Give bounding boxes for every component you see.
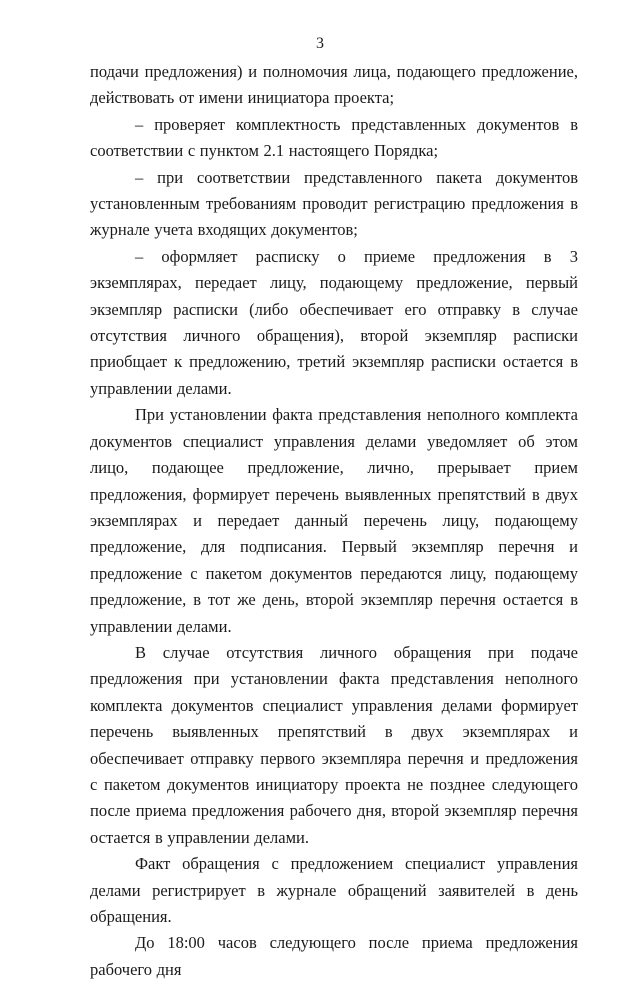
paragraph-appeal-registration: Факт обращения с предложением специалист управления делами регистрирует в журнале обращений заявителей в день обращения. bbox=[90, 854, 578, 926]
paragraph-check-completeness: – проверяет комплектность представленных документов в соответствии с пунктом 2.1 настоящего Порядка; bbox=[90, 114, 578, 161]
paragraph-registration: – при соответствии представленного пакета документов установленным требованиям проводит регистрацию предложения в журнале учета входящих документов; bbox=[90, 167, 578, 240]
paragraph-no-personal-appeal: В случае отсутствия личного обращения при подаче предложения при установлении факта представления неполного комплекта документов специалист управления делами формирует перечень выявленных препятствий в двух экземплярах и обеспечивает отправку первого экземпляра перечня и предложения с пакетом документов инициатору проекта не позднее следующего после приема предложения рабочего дня, второй экземпляр перечня остается в управлении делами. bbox=[90, 642, 578, 847]
paragraph-incomplete-set: При установлении факта представления неполного комплекта документов специалист управления делами уведомляет об этом лицо, подающее предложение, лично, прерывает прием предложения, формирует перечень выявленных препятствий в двух экземплярах и передает данный перечень лицу, подающему предложение, для подписания. Первый экземпляр перечня и предложение с пакетом документов передаются лицу, подающему предложение, в тот же день, второй экземпляр перечня остается в управлении делами. bbox=[90, 405, 578, 636]
paragraph-receipt: – оформляет расписку о приеме предложения в 3 экземплярах, передает лицу, подающему предложение, первый экземпляр расписки (либо обеспечивает его отправку в случае отсутствия личного обращения), второй экземпляр расписки приобщает к предложению, третий экземпляр расписки остается в управлении делами. bbox=[90, 246, 578, 398]
paragraph-deadline: До 18:00 часов следующего после приема предложения рабочего дня bbox=[90, 933, 578, 979]
page-number: 3 bbox=[316, 35, 324, 52]
paragraph-continuation: подачи предложения) и полномочия лица, подающего предложение, действовать от имени инициатора проекта; bbox=[90, 62, 578, 108]
document-body bbox=[90, 59, 578, 983]
